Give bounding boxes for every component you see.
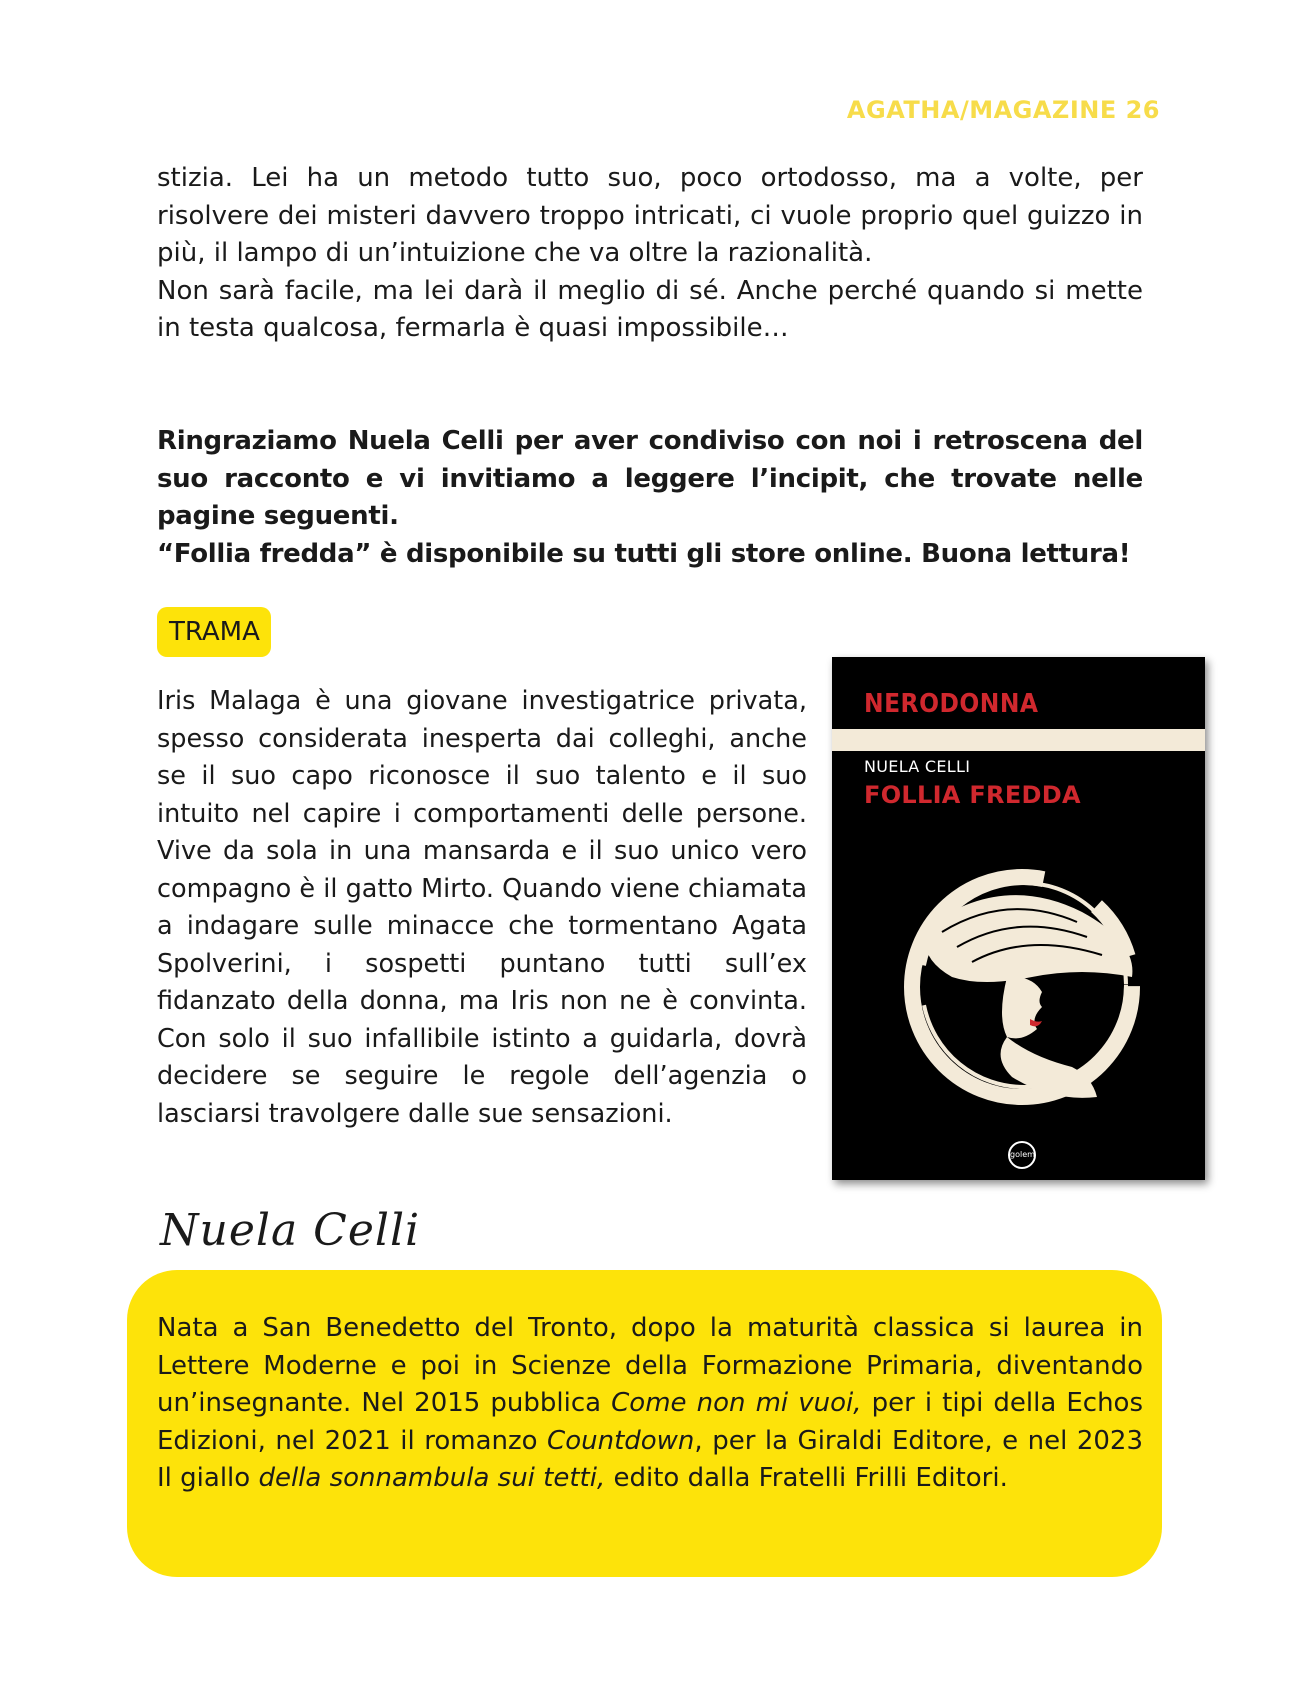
author-signature: Nuela Celli — [160, 1205, 421, 1256]
bio-part-4: edito dalla Fratelli Frilli Editori. — [605, 1463, 1008, 1493]
bio-part-2: per i tipi della Echos Edizioni, nel 2021 il romanzo — [157, 1388, 1144, 1456]
publisher-logo: golem — [1008, 1141, 1036, 1169]
thanks-line-2: “Follia fredda” è disponibile su tutti gli store online. Buona lettura! — [157, 538, 1131, 569]
bio-part-3: , per la Giraldi Editore, e nel 2023 Il giallo — [157, 1425, 1143, 1493]
cover-author: NUELA CELLI — [864, 757, 971, 776]
bio-book-3: della sonnambula sui tetti, — [258, 1463, 606, 1493]
book-cover — [832, 657, 1205, 1180]
intro-paragraph: stizia. Lei ha un metodo tutto suo, poco ortodosso, ma a volte, per risolvere dei misteri davvero troppo intricati, ci vuole proprio quel guizzo in più, il lampo di un’intuizione che va oltre la razionalità. — [157, 163, 1143, 268]
magazine-header: AGATHA/MAGAZINE 26 — [846, 96, 1160, 124]
trama-label: TRAMA — [157, 607, 271, 657]
bio-book-2: Countdown — [547, 1425, 695, 1456]
author-bio — [157, 1310, 1143, 1498]
bio-part-1: Nata a San Benedetto del Tronto, dopo la maturità classica si laurea in Lettere Moderne e poi in Scienze della Formazione Primaria, diventando un’insegnante. Nel 2015 pubblica — [157, 1313, 1143, 1418]
thanks-line-1: Ringraziamo Nuela Celli per aver condiviso con noi i retroscena del suo racconto e vi invitiamo a leggere l’incipit, che trovate nelle pagine seguenti. — [157, 426, 1143, 531]
thanks-text — [157, 423, 1143, 573]
cover-title: FOLLIA FREDDA — [864, 781, 1081, 809]
cover-series: NERODONNA — [864, 689, 1039, 719]
intro-text — [157, 160, 1143, 348]
cover-woman-illustration — [832, 657, 1205, 1180]
intro-paragraph-2: Non sarà facile, ma lei darà il meglio di sé. Anche perché quando si mette in testa qualcosa, fermarla è quasi impossibile… — [157, 275, 1143, 343]
synopsis-text: Iris Malaga è una giovane investigatrice privata, spesso considerata inesperta dai colleghi, anche se il suo capo riconosce il suo talento e il suo intuito nel capire i comportamenti delle persone. Vive da sola in una mansarda e il suo unico vero compagno è il gatto Mirto. Quando viene chiamata a indagare sulle minacce che tormentano Agata Spolverini, i sospetti puntano tutti sull’ex fidanzato della donna, ma Iris non ne è convinta. Con solo il suo infallibile istinto a guidarla, dovrà decidere se seguire le regole dell’agenzia o lasciarsi travolgere dalle sue sensazioni. — [157, 686, 807, 1129]
bio-book-1: Come non mi vuoi, — [611, 1388, 862, 1418]
